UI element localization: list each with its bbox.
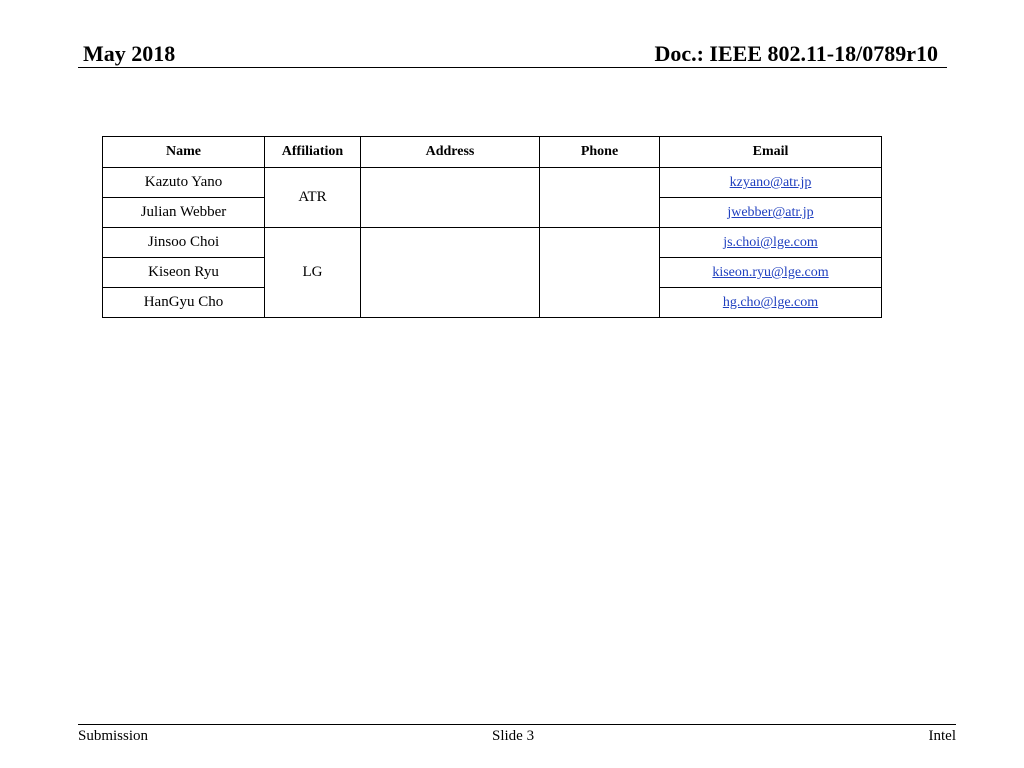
column-header-affiliation: Affiliation [265, 137, 361, 168]
email-cell [660, 288, 882, 318]
email-link[interactable]: kzyano@atr.jp [729, 175, 812, 190]
table-row [103, 228, 882, 258]
email-link[interactable]: js.choi@lge.com [723, 235, 818, 250]
contacts-table [102, 136, 882, 318]
name-cell: Kiseon Ryu [103, 258, 265, 288]
name-cell: Julian Webber [103, 198, 265, 228]
column-header-email: Email [660, 137, 882, 168]
name-cell: HanGyu Cho [103, 288, 265, 318]
email-link[interactable]: jwebber@atr.jp [727, 205, 814, 220]
footer-submission: Submission [78, 728, 149, 744]
header-doc-id: Doc.: IEEE 802.11-18/0789r10 [654, 41, 938, 66]
footer-organization: Intel [928, 728, 956, 744]
address-cell [361, 228, 540, 318]
affiliation-cell: LG [265, 228, 361, 318]
column-header-phone: Phone [540, 137, 660, 168]
address-cell [361, 168, 540, 228]
name-cell: Jinsoo Choi [103, 228, 265, 258]
affiliation-cell: ATR [265, 168, 361, 228]
email-link[interactable]: kiseon.ryu@lge.com [712, 265, 829, 280]
email-cell [660, 258, 882, 288]
column-header-address: Address [361, 137, 540, 168]
table-row [103, 168, 882, 198]
header-divider [78, 67, 947, 68]
email-cell [660, 228, 882, 258]
email-cell [660, 168, 882, 198]
column-header-name: Name [103, 137, 265, 168]
table-header-row [103, 137, 882, 168]
header-date: May 2018 [83, 41, 176, 66]
footer-slide-number: Slide 3 [492, 728, 535, 744]
email-cell [660, 198, 882, 228]
phone-cell [540, 168, 660, 228]
name-cell: Kazuto Yano [103, 168, 265, 198]
footer-divider [78, 724, 956, 725]
email-link[interactable]: hg.cho@lge.com [722, 295, 819, 310]
phone-cell [540, 228, 660, 318]
